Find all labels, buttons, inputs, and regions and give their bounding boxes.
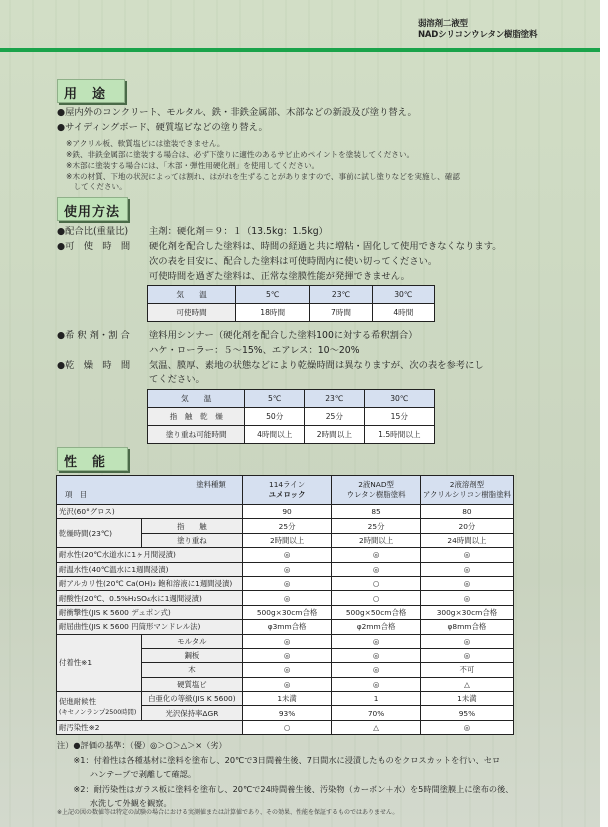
row-label: 耐アルカリ性(20℃ Ca(OH)₂ 飽和溶液に1週間浸漬) <box>57 576 243 590</box>
header-cell: 気 温 <box>148 390 245 408</box>
value-cell: 300g×30cm合格 <box>420 605 513 619</box>
value-cell: 80 <box>420 505 513 519</box>
section-usage-title: 用 途 <box>57 79 125 103</box>
value-cell: ◎ <box>242 562 331 576</box>
value-cell: ◎ <box>332 548 421 562</box>
value-cell: 25分 <box>242 519 331 533</box>
value-cell: ◎ <box>420 591 513 605</box>
row-label: 耐酸性(20℃、0.5%H₂SO₄水に1週間浸漬) <box>57 591 243 605</box>
usage-note: してください。 <box>66 182 127 191</box>
product-type: 弱溶剤二液型 <box>418 19 468 29</box>
cell: 15分 <box>364 408 434 426</box>
cell: 25分 <box>305 408 365 426</box>
sub-label: 指 触 <box>141 519 242 533</box>
cell: 4時間 <box>372 304 434 322</box>
row-label: 耐屈曲性(JIS K 5600 円筒形マンドレル法) <box>57 620 243 634</box>
value-cell: 85 <box>332 505 421 519</box>
value-cell: ◎ <box>332 677 421 691</box>
value-cell: △ <box>332 720 421 734</box>
column-header-line: 2液溶剤型 <box>449 480 485 489</box>
corner-bottom-label: 項 目 <box>65 490 88 499</box>
corner-cell <box>57 476 243 505</box>
group-label-text: 乾燥時間(23℃) <box>59 528 113 538</box>
table-row <box>57 605 514 619</box>
value-cell: ◎ <box>242 634 331 648</box>
mix-text: 主剤：硬化剤＝９：１（13.5kg：1.5kg） <box>149 226 328 237</box>
value-cell: ○ <box>332 591 421 605</box>
value-cell: 不可 <box>420 663 513 677</box>
header-row <box>57 476 514 505</box>
value-cell: 93% <box>242 706 331 720</box>
sub-label: モルタル <box>141 634 242 648</box>
header-cell: 23℃ <box>305 390 365 408</box>
row-label: 耐水性(20℃水道水に1ヶ月間浸漬) <box>57 548 243 562</box>
value-cell: ◎ <box>242 648 331 662</box>
value-cell: φ3mm合格 <box>242 620 331 634</box>
table-row <box>57 692 514 706</box>
row-label: 指 触 乾 燥 <box>148 408 245 426</box>
cell: 18時間 <box>236 304 310 322</box>
value-cell: 70% <box>332 706 421 720</box>
group-label <box>57 519 142 548</box>
thinner-text: 塗料用シンナー（硬化剤を配合した塗料100に対する希釈割合） <box>149 330 418 341</box>
row-label: 耐温水性(40℃温水に1週間浸漬) <box>57 562 243 576</box>
cell: 1.5時間以上 <box>364 426 434 444</box>
sub-label: 白亜化の等級(JIS K 5600) <box>141 692 242 706</box>
column-header-line: アクリルシリコン樹脂塗料 <box>422 490 511 499</box>
header-cell: 23℃ <box>310 286 372 304</box>
group-label <box>57 634 142 692</box>
value-cell: ◎ <box>242 677 331 691</box>
group-label <box>57 692 142 721</box>
value-cell: ◎ <box>242 576 331 590</box>
value-cell: ◎ <box>332 634 421 648</box>
value-cell: ◎ <box>242 591 331 605</box>
value-cell: 2時間以上 <box>332 533 421 547</box>
value-cell: ◎ <box>242 548 331 562</box>
header-cell: 5℃ <box>245 390 305 408</box>
pot-label: ●可 使 時 間 <box>57 241 131 252</box>
value-cell: φ8mm合格 <box>420 620 513 634</box>
value-cell: ◎ <box>332 562 421 576</box>
table-row <box>57 720 514 734</box>
value-cell: ◎ <box>420 648 513 662</box>
value-cell: ○ <box>242 720 331 734</box>
performance-note: ※1：付着性は各種基材に塗料を塗布し、20℃で3日間養生後、7日間水に浸漬したものをクロスカットを行い、セロ <box>57 755 501 765</box>
value-cell: 20分 <box>420 519 513 533</box>
cell: 4時間以上 <box>245 426 305 444</box>
value-cell: 2時間以上 <box>242 533 331 547</box>
sub-label: 鋼板 <box>141 648 242 662</box>
value-cell: 95% <box>420 706 513 720</box>
value-cell: ◎ <box>242 663 331 677</box>
table-row <box>57 519 514 533</box>
value-cell: 24時間以上 <box>420 533 513 547</box>
table-row <box>57 548 514 562</box>
value-cell: △ <box>420 677 513 691</box>
table-row <box>57 634 514 648</box>
value-cell: ◎ <box>420 720 513 734</box>
table-row <box>57 562 514 576</box>
group-label-text: 付着性※1 <box>59 658 93 668</box>
performance-note: ハンテープで剥離して確認。 <box>57 769 197 779</box>
performance-note: ※2：耐汚染性はガラス板に塗料を塗布し、20℃で24時間養生後、汚染物（カーボン＋水）を5時間塗膜上に塗布の後、 <box>57 784 514 794</box>
pot-text: 硬化剤を配合した塗料は、時間の経過と共に増粘・固化して使用できなくなります。 <box>149 241 502 252</box>
performance-note: 注）●評価の基準：（優）◎＞○＞△＞×（劣） <box>57 740 227 750</box>
column-header-line: 2液NAD型 <box>358 480 394 489</box>
header-cell: 5℃ <box>236 286 310 304</box>
section-method-title: 使用方法 <box>57 197 128 221</box>
usage-note: ※木の材質、下地の状況によっては割れ、はがれを生ずることがありますので、事前に試し塗りなどを実施し、確認 <box>66 172 460 181</box>
dry-text: てください。 <box>149 374 205 385</box>
pot-text: 可使時間を過ぎた塗料は、正常な塗膜性能が発揮できません。 <box>149 271 410 282</box>
table-row <box>57 505 514 519</box>
header-cell: 気 温 <box>148 286 236 304</box>
sub-label: 硬質塩ビ <box>141 677 242 691</box>
performance-note: 水洗して外観を観察。 <box>57 798 172 808</box>
value-cell: 1 <box>332 692 421 706</box>
value-cell: ○ <box>332 576 421 590</box>
header-cell: 30℃ <box>372 286 434 304</box>
column-header-line: 114ライン <box>269 480 306 489</box>
value-cell: 500g×50cm合格 <box>332 605 421 619</box>
value-cell: 25分 <box>332 519 421 533</box>
column-header <box>332 476 421 505</box>
value-cell: ◎ <box>420 548 513 562</box>
dry-text: 気温、膜厚、素地の状態などにより乾燥時間は異なりますが、次の表を参考にし <box>149 360 484 371</box>
dry-label: ●乾 燥 時 間 <box>57 360 131 371</box>
row-label: 塗り重ね可能時間 <box>148 426 245 444</box>
row-label: 可使時間 <box>148 304 236 322</box>
value-cell: ◎ <box>332 663 421 677</box>
table-row <box>57 576 514 590</box>
performance-table <box>56 475 514 735</box>
header-cell: 30℃ <box>364 390 434 408</box>
sub-label: 塗り重ね <box>141 533 242 547</box>
usage-note: ※アクリル板、軟質塩ビには塗装できません。 <box>66 139 225 148</box>
usage-bullet: ●サイディングボード、硬質塩ビなどの塗り替え。 <box>57 122 268 133</box>
table-row <box>57 591 514 605</box>
value-cell: ◎ <box>420 562 513 576</box>
row-label: 耐汚染性※2 <box>57 720 243 734</box>
corner-top-label: 塗料種類 <box>196 480 226 489</box>
thinner-text: ハケ・ローラー：５～15%、エアレス：10～20% <box>149 345 360 356</box>
usage-note: ※木部に塗装する場合には、「木部・弾性用硬化剤」を使用してください。 <box>66 161 320 170</box>
section-performance-title: 性 能 <box>57 447 128 471</box>
value-cell: 1未満 <box>242 692 331 706</box>
column-header-line: ユメロック <box>268 490 306 499</box>
cell: 2時間以上 <box>305 426 365 444</box>
column-header <box>242 476 331 505</box>
value-cell: ◎ <box>420 634 513 648</box>
column-header-line: ウレタン樹脂塗料 <box>346 490 406 499</box>
table-row <box>57 620 514 634</box>
right-margin <box>600 0 608 827</box>
cell: 50分 <box>245 408 305 426</box>
usage-bullet: ●屋内外のコンクリート、モルタル、鉄・非鉄金属部、木部などの新設及び塗り替え。 <box>57 107 417 118</box>
thinner-label: ●希 釈 剤・割 合 <box>57 330 130 341</box>
cell: 7時間 <box>310 304 372 322</box>
value-cell: 90 <box>242 505 331 519</box>
row-label: 耐衝撃性(JIS K 5600 デュポン式) <box>57 605 243 619</box>
value-cell: ◎ <box>420 576 513 590</box>
value-cell: φ2mm合格 <box>332 620 421 634</box>
row-label: 光沢(60°グロス) <box>57 505 243 519</box>
value-cell: 500g×30cm合格 <box>242 605 331 619</box>
group-label-text: 促進耐候性 <box>59 696 96 706</box>
product-name: NADシリコンウレタン樹脂塗料 <box>418 30 538 40</box>
group-label-subtext: (キセノンランプ2500時間) <box>59 708 137 716</box>
usage-note: ※鉄、非鉄金属部に塗装する場合は、必ず下塗りに適性のあるサビ止めペイントを塗装してください。 <box>66 150 415 159</box>
mix-label: ●配合比(重量比) <box>57 226 129 237</box>
dry-time-table <box>147 389 435 444</box>
value-cell: ◎ <box>332 648 421 662</box>
sub-label: 木 <box>141 663 242 677</box>
disclaimer: ※上記の図の数値等は特定の試験の場合における実測値または計算値であり、その効果、性能を保証するものではありません。 <box>57 809 399 816</box>
pot-text: 次の表を目安に、配合した塗料は可使時間内に使い切ってください。 <box>149 256 438 267</box>
header-divider <box>0 48 600 52</box>
value-cell: 1未満 <box>420 692 513 706</box>
column-header <box>420 476 513 505</box>
sub-label: 光沢保持率ΔGR <box>141 706 242 720</box>
pot-life-table <box>147 285 435 322</box>
